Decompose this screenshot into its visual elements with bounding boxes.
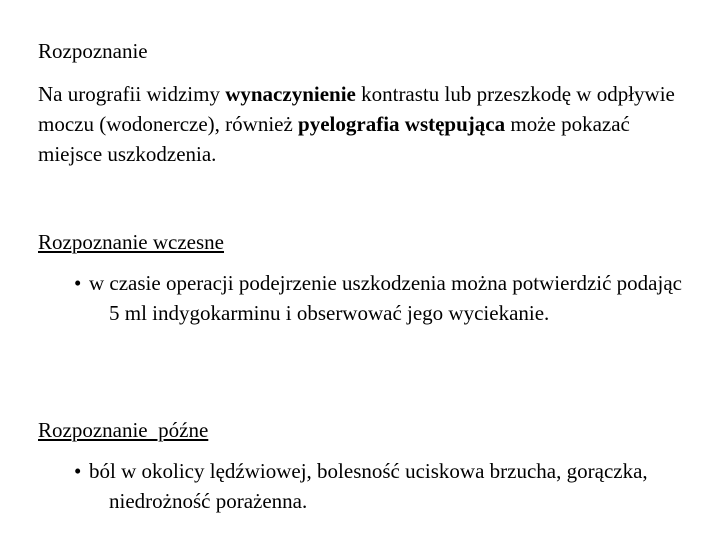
bold-pyelography: pyelografia wstępująca	[298, 112, 506, 136]
section-early-diagnosis	[38, 227, 688, 328]
bullet-icon: •	[74, 459, 82, 483]
late-diagnosis-heading: Rozpoznanie późne	[38, 418, 209, 442]
diagnosis-heading: Rozpoznanie	[38, 39, 148, 63]
late-diagnosis-bullet	[74, 456, 688, 516]
paragraph-text-3: może pokazać miejsce uszkodzenia.	[38, 112, 630, 166]
paragraph-text-2: kontrastu lub przeszkodę w odpływie moczu (wodonercze), również	[38, 82, 675, 136]
early-diagnosis-text: w czasie operacji podejrzenie uszkodzenia można potwierdzić podając 5 ml indygokarminu i obserwować jego wyciekanie.	[89, 271, 682, 325]
bullet-icon: •	[74, 271, 82, 295]
early-diagnosis-bullet	[74, 268, 688, 328]
late-diagnosis-text: ból w okolicy lędźwiowej, bolesność uciskowa brzucha, gorączka, niedrożność porażenna.	[89, 459, 648, 513]
diagnosis-paragraph	[38, 79, 688, 169]
section-diagnosis	[38, 36, 688, 169]
paragraph-text-1: Na urografii widzimy	[38, 82, 226, 106]
bold-extravasation: wynaczynienie	[225, 82, 356, 106]
section-late-diagnosis	[38, 415, 688, 516]
early-diagnosis-heading: Rozpoznanie wczesne	[38, 230, 224, 254]
